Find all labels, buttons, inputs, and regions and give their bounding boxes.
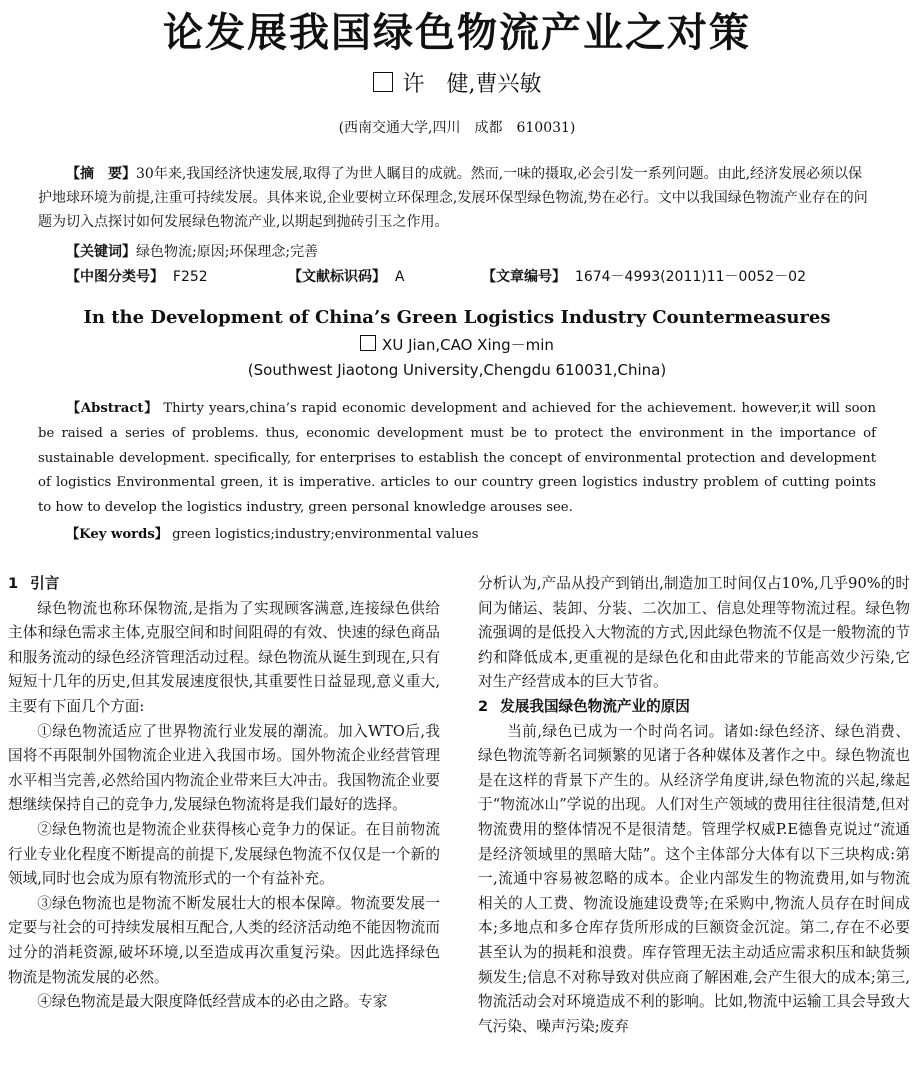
article-no-label: 【文章编号】 xyxy=(482,269,566,285)
keywords-cn xyxy=(38,240,876,264)
authors-en xyxy=(0,333,914,357)
paragraph: 绿色物流也称环保物流,是指为了实现顾客满意,连接绿色供给主体和绿色需求主体,克服空间和时间阻碍的有效、快速的绿色商品和服务流动的绿色经济管理活动过程。绿色物流从诞生到现在,只有短短十几年的历史,但其发展速度很快,其重要性日益显现,意义重大,主要有下面几个方面: xyxy=(8,599,440,715)
keywords-cn-label: 【关键词】 xyxy=(66,244,136,260)
square-box-icon xyxy=(373,72,393,92)
abstract-cn-label: 【摘 要】 xyxy=(66,166,136,182)
paragraph: ②绿色物流也是物流企业获得核心竞争力的保证。在目前物流行业专业化程度不断提高的前提下,发展绿色物流不仅仅是一个新的领域,同时也会成为原有物流形式的一个有益补充。 xyxy=(8,820,440,888)
paper-title-en: In the Development of China’s Green Logistics Industry Countermeasures xyxy=(83,307,831,328)
abstract-cn xyxy=(38,162,876,234)
keywords-cn-text: 绿色物流;原因;环保理念;完善 xyxy=(136,244,319,260)
paragraph: ①绿色物流适应了世界物流行业发展的潮流。加入WTO后,我国将不再限制外国物流企业进入我国市场。国外物流企业经营管理水平相当完善,必然给国内物流企业带来巨大冲击。我国物流企业要想继续保持自己的竞争力,发展绿色物流将是我们最好的选择。 xyxy=(8,722,440,814)
doc-code-label: 【文献标识码】 xyxy=(288,269,386,285)
authors-cn xyxy=(0,70,914,100)
authors-en-text: XU Jian,CAO Xing－min xyxy=(382,336,554,354)
clc-field xyxy=(66,265,208,289)
abstract-cn-text: 30年来,我国经济快速发展,取得了为世人瞩目的成就。然而,一味的摄取,必会引发一系列问题。由此,经济发展必须以保护地球环境为前提,注重可持续发展。具体来说,企业要树立环保理念,发展环保型绿色物流,势在必行。文中以我国绿色物流产业存在的问题为切入点探讨如何发展绿色物流产业,以期起到抛砖引玉之作用。 xyxy=(38,166,868,230)
paragraph: ④绿色物流是最大限度降低经营成本的必由之路。专家 xyxy=(37,993,388,1011)
section-1-title: 引言 xyxy=(30,575,60,592)
article-no-value: 1674－4993(2011)11－0052－02 xyxy=(574,269,806,285)
affiliation-en: (Southwest Jiaotong University,Chengdu 610031,China) xyxy=(247,361,667,379)
section-1-number: 1 xyxy=(8,575,19,592)
keywords-en xyxy=(66,523,866,547)
paragraph: 当前,绿色已成为一个时尚名词。诸如:绿色经济、绿色消费、绿色物流等新名词频繁的见诸于各种媒体及著作之中。绿色物流也是在这样的背景下产生的。从经济学角度讲,绿色物流的兴起,缘起于“物流冰山”学说的出现。人们对生产领域的费用往往很清楚,但对物流费用的整体情况不是很清楚。管理学权威P.E德鲁克说过“流通是经济领域里的黑暗大陆”。这个主体部分大体有以下三块构成:第一,流通中容易被忽略的成本。企业内部发生的物流费用,如与物流相关的人工费、物流设施建设费等;在采购中,物流人员存在时间成本;多地点和多仓库存货所形成的巨额资金沉淀。第二,存在不必要甚至认为的损耗和浪费。库存管理无法主动适应需求积压和缺货频频发生;信息不对称导致对供应商了解困难,会产生很大的成本;第三,物流活动会对环境造成不利的影响。比如,物流中运输工具会导致大气污染、噪声污染;废弃 xyxy=(478,722,910,1035)
section-2-number: 2 xyxy=(478,697,489,715)
keywords-en-text: green logistics;industry;environmental values xyxy=(172,527,479,542)
paper-title: 论发展我国绿色物流产业之对策 xyxy=(163,10,751,56)
section-2-heading xyxy=(478,695,910,720)
section-2-title: 发展我国绿色物流产业的原因 xyxy=(500,697,690,715)
body-left-column xyxy=(8,572,440,1015)
square-box-icon xyxy=(360,335,376,351)
doc-code-value: A xyxy=(394,269,405,285)
clc-label: 【中图分类号】 xyxy=(66,269,164,285)
body-right-column xyxy=(478,572,910,1039)
classification-row xyxy=(66,265,866,289)
abstract-en xyxy=(38,397,876,521)
abstract-en-text: Thirty years,china’s rapid economic development and achieved for the achievement. however,it will soon be raised a series of problems. thus, economic development must be to protect the environment in the importance of sustainable development. specifically, for enterprises to establish the concept of environmental protection and development of logistics Environmental green, it is imperative. articles to our country green logistics industry problem of cutting points to how to develop the logistics industry, green personal knowledge arouses see. xyxy=(38,401,876,516)
abstract-en-label: 【Abstract】 xyxy=(66,401,159,416)
article-no-field xyxy=(482,265,806,289)
paragraph: 分析认为,产品从投产到销出,制造加工时间仅占10%,几乎90%的时间为储运、装卸、分装、二次加工、信息处理等物流过程。绿色物流强调的是低投入大物流的方式,因此绿色物流不仅是一般物流的节约和降低成本,更重视的是绿色化和由此带来的节能高效少污染,它对生产经营成本的巨大节省。 xyxy=(478,575,910,691)
doc-code-field xyxy=(288,265,404,289)
affiliation-cn: (西南交通大学,四川 成都 610031) xyxy=(338,120,576,136)
authors-cn-text: 许 健,曹兴敏 xyxy=(402,72,542,97)
paragraph: ③绿色物流也是物流不断发展壮大的根本保障。物流要发展一定要与社会的可持续发展相互配合,人类的经济活动绝不能因物流而过分的消耗资源,破坏环境,以至造成再次重复污染。因此选择绿色物流是物流发展的必然。 xyxy=(8,894,440,986)
clc-value: F252 xyxy=(172,269,208,285)
keywords-en-label: 【Key words】 xyxy=(66,527,168,542)
section-1-heading xyxy=(8,572,440,597)
